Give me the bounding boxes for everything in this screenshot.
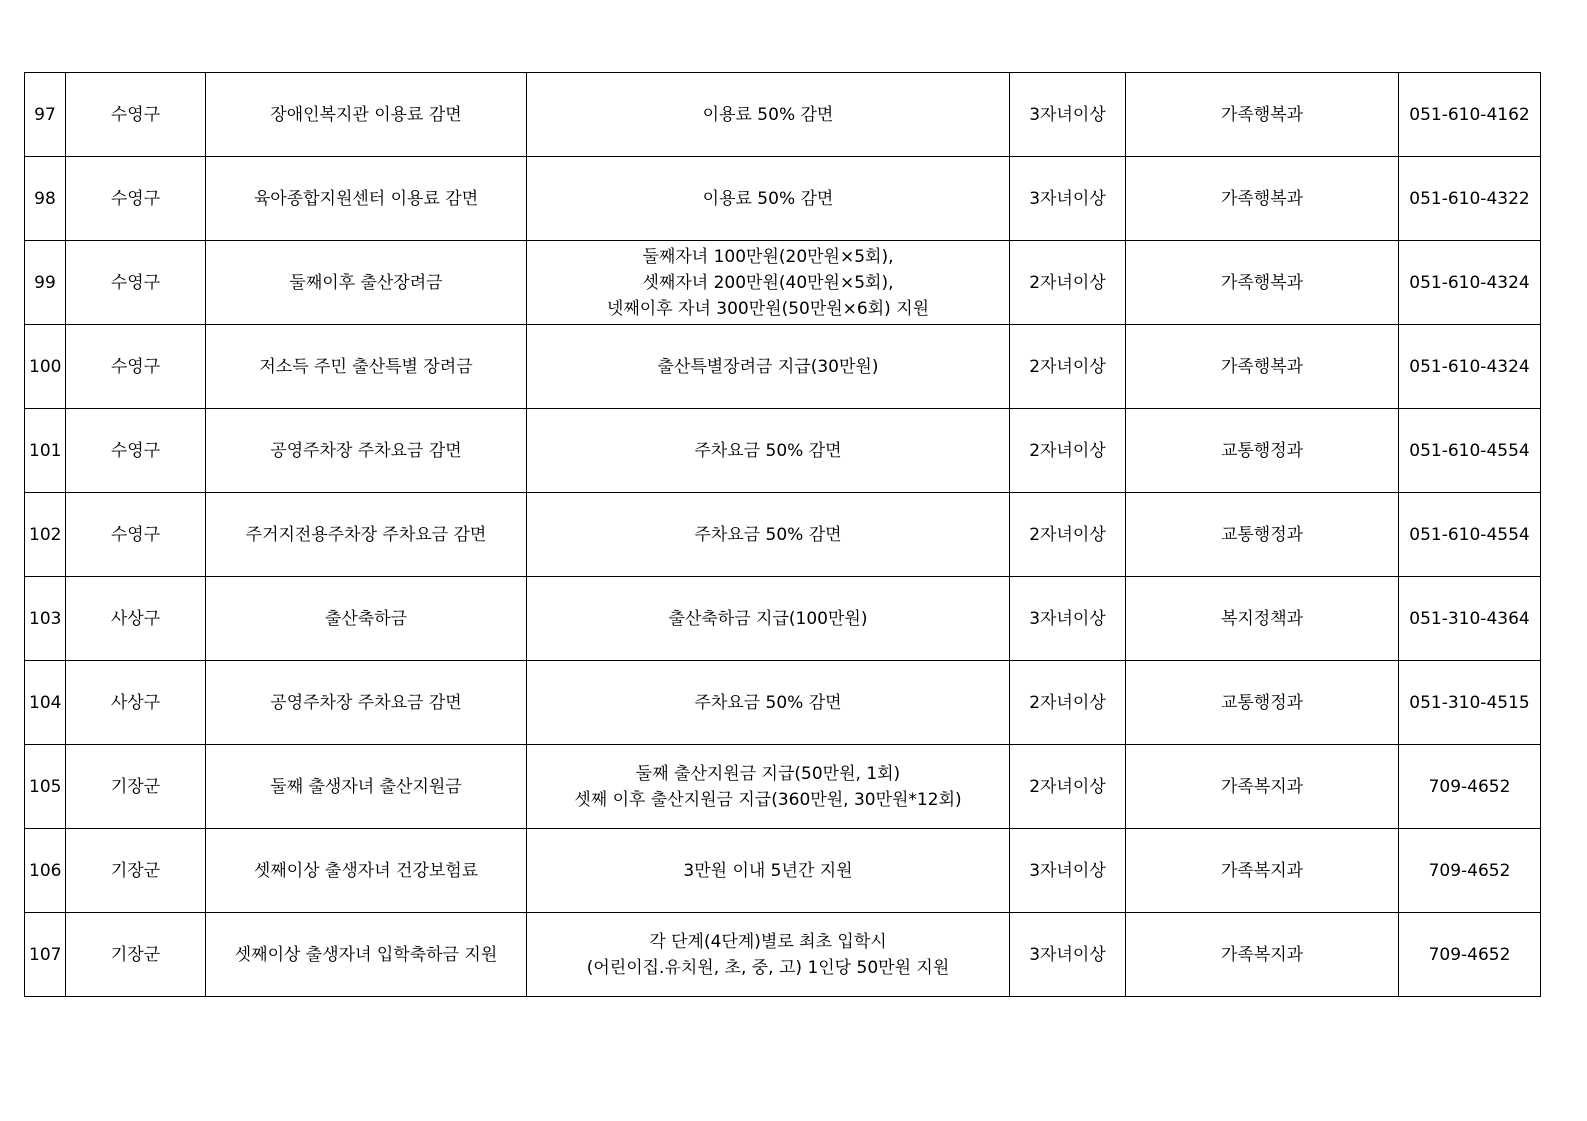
program-name-cell: 육아종합지원센터 이용료 감면 [206,157,527,241]
support-details-line: 넷째이후 자녀 300만원(50만원×6회) 지원 [606,298,930,319]
support-details-cell [527,73,1010,157]
department-cell: 가족복지과 [1126,745,1399,829]
eligibility-cell: 3자녀이상 [1010,73,1126,157]
phone-cell: 051-310-4515 [1399,661,1541,745]
phone-cell: 709-4652 [1399,745,1541,829]
table-row [25,829,1541,913]
support-details-line: 이용료 50% 감면 [702,104,834,125]
program-name-cell: 둘째이후 출산장려금 [206,241,527,325]
support-details-line: 셋째자녀 200만원(40만원×5회), [642,272,894,293]
table-row [25,577,1541,661]
department-cell: 가족복지과 [1126,829,1399,913]
department-cell: 교통행정과 [1126,409,1399,493]
row-number-cell: 97 [25,73,66,157]
table-body [25,73,1541,997]
phone-cell: 051-610-4322 [1399,157,1541,241]
program-name-cell: 저소득 주민 출산특별 장려금 [206,325,527,409]
row-number-cell: 98 [25,157,66,241]
phone-cell: 051-610-4162 [1399,73,1541,157]
phone-cell: 051-310-4364 [1399,577,1541,661]
row-number-cell: 107 [25,913,66,997]
department-cell: 교통행정과 [1126,661,1399,745]
row-number-cell: 106 [25,829,66,913]
policy-table [24,72,1541,997]
support-details-line: 둘째자녀 100만원(20만원×5회), [642,246,894,267]
department-cell: 가족행복과 [1126,325,1399,409]
support-details-cell [527,829,1010,913]
table-row [25,409,1541,493]
program-name-cell: 둘째 출생자녀 출산지원금 [206,745,527,829]
department-cell: 가족복지과 [1126,913,1399,997]
support-details-cell [527,493,1010,577]
program-name-cell: 공영주차장 주차요금 감면 [206,661,527,745]
eligibility-cell: 2자녀이상 [1010,325,1126,409]
row-number-cell: 101 [25,409,66,493]
department-cell: 가족행복과 [1126,241,1399,325]
district-cell: 사상구 [66,577,206,661]
support-details-cell [527,913,1010,997]
table-row [25,913,1541,997]
department-cell: 가족행복과 [1126,73,1399,157]
phone-cell: 709-4652 [1399,913,1541,997]
department-cell: 가족행복과 [1126,157,1399,241]
support-details-line: 주차요금 50% 감면 [694,692,842,713]
program-name-cell: 셋째이상 출생자녀 입학축하금 지원 [206,913,527,997]
phone-cell: 051-610-4554 [1399,493,1541,577]
eligibility-cell: 3자녀이상 [1010,157,1126,241]
eligibility-cell: 3자녀이상 [1010,829,1126,913]
support-details-line: 셋째 이후 출산지원금 지급(360만원, 30만원*12회) [574,789,962,810]
table-row [25,73,1541,157]
eligibility-cell: 2자녀이상 [1010,409,1126,493]
department-cell: 교통행정과 [1126,493,1399,577]
row-number-cell: 103 [25,577,66,661]
district-cell: 기장군 [66,913,206,997]
support-details-line: (어린이집.유치원, 초, 중, 고) 1인당 50만원 지원 [586,957,950,978]
phone-cell: 709-4652 [1399,829,1541,913]
district-cell: 수영구 [66,157,206,241]
department-cell: 복지정책과 [1126,577,1399,661]
district-cell: 수영구 [66,73,206,157]
eligibility-cell: 3자녀이상 [1010,577,1126,661]
support-details-cell [527,745,1010,829]
district-cell: 수영구 [66,241,206,325]
district-cell: 수영구 [66,493,206,577]
program-name-cell: 셋째이상 출생자녀 건강보험료 [206,829,527,913]
district-cell: 사상구 [66,661,206,745]
support-details-line: 각 단계(4단계)별로 최초 입학시 [649,931,887,952]
support-details-cell [527,157,1010,241]
table-row [25,157,1541,241]
row-number-cell: 99 [25,241,66,325]
table-row [25,325,1541,409]
support-details-line: 이용료 50% 감면 [702,188,834,209]
phone-cell: 051-610-4324 [1399,325,1541,409]
support-details-line: 둘째 출산지원금 지급(50만원, 1회) [635,763,901,784]
support-details-line: 출산특별장려금 지급(30만원) [657,356,879,377]
district-cell: 기장군 [66,829,206,913]
support-details-cell [527,325,1010,409]
row-number-cell: 104 [25,661,66,745]
eligibility-cell: 2자녀이상 [1010,745,1126,829]
row-number-cell: 105 [25,745,66,829]
support-details-cell [527,661,1010,745]
support-details-line: 주차요금 50% 감면 [694,440,842,461]
eligibility-cell: 2자녀이상 [1010,661,1126,745]
program-name-cell: 주거지전용주차장 주차요금 감면 [206,493,527,577]
support-details-line: 3만원 이내 5년간 지원 [683,860,853,881]
row-number-cell: 102 [25,493,66,577]
eligibility-cell: 2자녀이상 [1010,241,1126,325]
eligibility-cell: 2자녀이상 [1010,493,1126,577]
support-details-cell [527,241,1010,325]
table-row [25,241,1541,325]
eligibility-cell: 3자녀이상 [1010,913,1126,997]
phone-cell: 051-610-4324 [1399,241,1541,325]
program-name-cell: 장애인복지관 이용료 감면 [206,73,527,157]
row-number-cell: 100 [25,325,66,409]
table-row [25,661,1541,745]
district-cell: 수영구 [66,409,206,493]
program-name-cell: 출산축하금 [206,577,527,661]
table-row [25,745,1541,829]
support-details-line: 주차요금 50% 감면 [694,524,842,545]
district-cell: 수영구 [66,325,206,409]
support-details-cell [527,577,1010,661]
support-details-line: 출산축하금 지급(100만원) [668,608,868,629]
phone-cell: 051-610-4554 [1399,409,1541,493]
district-cell: 기장군 [66,745,206,829]
program-name-cell: 공영주차장 주차요금 감면 [206,409,527,493]
support-details-cell [527,409,1010,493]
table-row [25,493,1541,577]
